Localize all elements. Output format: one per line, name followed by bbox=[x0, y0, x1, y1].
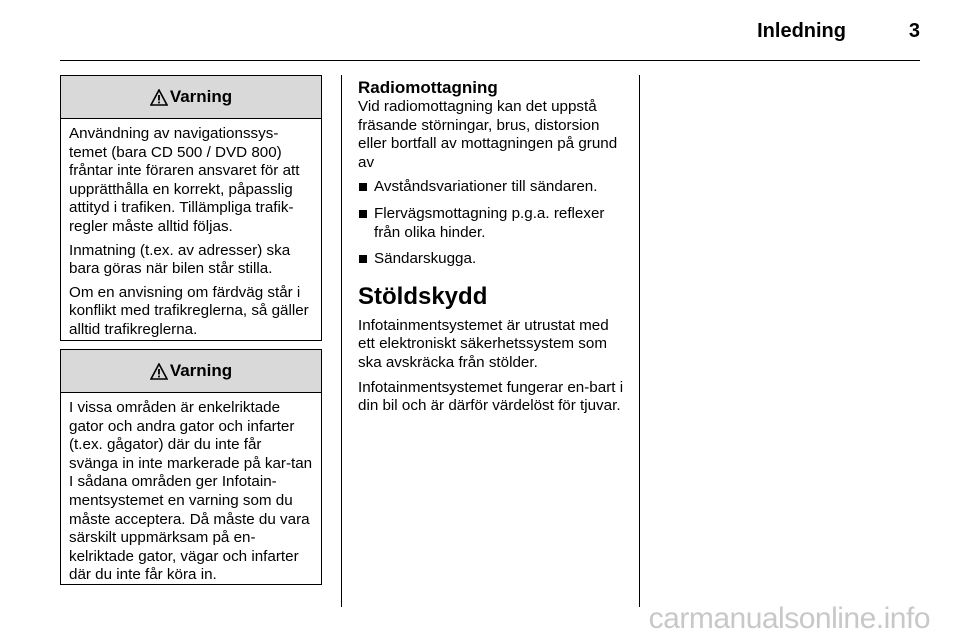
warning-body bbox=[61, 393, 321, 585]
radio-intro: Vid radiomottagning kan det uppstå fräsande störningar, brus, distorsion eller bortfall av mottagningen på grund av bbox=[358, 98, 618, 171]
column-divider-left bbox=[341, 75, 342, 607]
radio-bullet-list bbox=[358, 178, 626, 268]
warning-paragraph: I vissa områden är enkelriktade gator och andra gator och infarter (t.ex. gågator) där du inte får svänga in inte markerade på kar-tan I sådana områden ger Infotain-mentsystemet en varning som du måste acceptera. Då måste du vara särskilt uppmärksam på en-kelriktade gator, vägar och infarter där du inte får köra in. bbox=[69, 399, 313, 584]
bullet-square-icon bbox=[359, 255, 367, 263]
header-divider bbox=[60, 60, 920, 61]
list-item: Sändarskugga. bbox=[358, 250, 626, 269]
section-title-radio: Radiomottagning bbox=[358, 78, 498, 97]
warning-body bbox=[61, 119, 321, 340]
list-item: Avståndsvariationer till sändaren. bbox=[358, 178, 626, 197]
section-title-theft: Stöldskydd bbox=[358, 282, 488, 310]
warning-title: Varning bbox=[169, 361, 233, 380]
warning-title: Varning bbox=[169, 87, 233, 106]
warning-header bbox=[61, 76, 321, 119]
page-number: 3 bbox=[908, 20, 920, 42]
bullet-square-icon bbox=[359, 183, 367, 191]
theft-paragraph: Infotainmentsystemet fungerar en-bart i din bil och är därför värdelöst för tjuvar. bbox=[358, 378, 624, 415]
warning-box-navigation bbox=[60, 75, 322, 341]
watermark: carmanualsonline.info bbox=[648, 602, 930, 635]
warning-paragraph: Inmatning (t.ex. av adresser) ska bara göras när bilen står stilla. bbox=[69, 241, 291, 278]
warning-paragraph: Användning av navigationssys-temet (bara CD 500 / DVD 800) fråntar inte föraren ansvaret för att upprätthålla en korrekt, påpasslig attityd i trafiken. Tillämpliga trafik-regler måste alltid följas. bbox=[69, 125, 300, 235]
list-item: Flervägsmottagning p.g.a. reflexer från olika hinder. bbox=[358, 205, 626, 242]
warning-box-oneway-streets bbox=[60, 349, 322, 585]
middle-column bbox=[358, 78, 626, 422]
chapter-title: Inledning bbox=[757, 20, 846, 42]
bullet-square-icon bbox=[359, 210, 367, 218]
left-column bbox=[60, 75, 322, 593]
warning-triangle-icon bbox=[150, 89, 168, 106]
theft-paragraph: Infotainmentsystemet är utrustat med ett elektroniskt säkerhetssystem som ska avskräcka från stölder. bbox=[358, 316, 609, 371]
warning-triangle-icon bbox=[150, 363, 168, 380]
column-divider-right bbox=[639, 75, 640, 607]
warning-paragraph: Om en anvisning om färdväg står i konflikt med trafikreglerna, så gäller alltid trafikreglerna. bbox=[69, 283, 309, 338]
warning-header bbox=[61, 350, 321, 393]
